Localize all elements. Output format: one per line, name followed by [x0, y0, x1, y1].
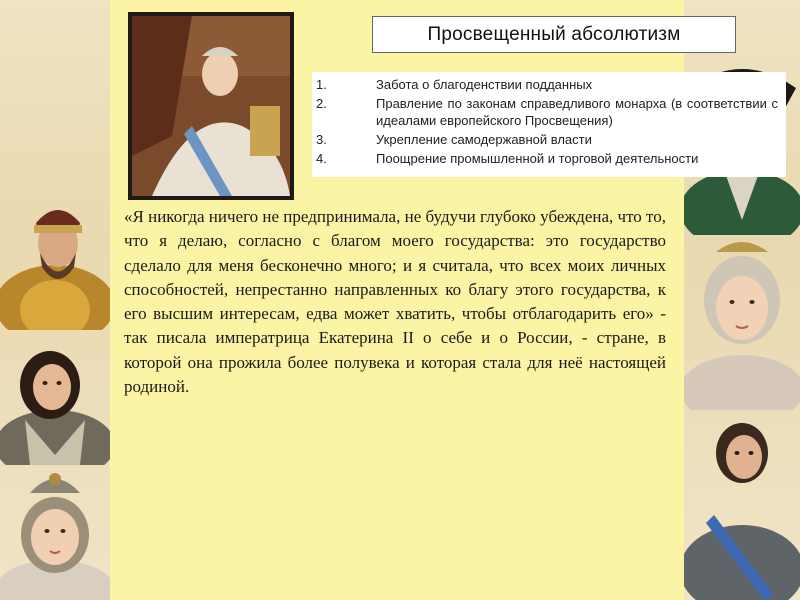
list-item-text: Поощрение промышленной и торговой деятельности [376, 151, 699, 166]
left-portrait-strip [0, 0, 110, 600]
empress-portrait-image [0, 465, 110, 600]
list-item-number: 2. [316, 96, 327, 111]
list-item [316, 76, 778, 95]
peter-armor-portrait-image [684, 405, 800, 600]
list-item-number: 4. [316, 151, 327, 166]
principles-list [312, 72, 786, 177]
peter-portrait-image [0, 325, 110, 465]
catherine-painting-image [128, 12, 294, 200]
list-item-number: 1. [316, 77, 327, 92]
catherine-quote: «Я никогда ничего не предпринимала, не будучи глубоко убеждена, что то, что я делаю, согласно с благом моего государства: это государство сделало для меня бесконечно много; и я считала, что всех моих личных способностей, непрестанно направленных ко благу этого государства, к его высшим интересам, едва может хватить, чтобы отблагодарить его» - так писала императрица Екатерина II о себе и о России, - стране, в которой она прожила более полувека и которая стала для неё настоящей родиной. [124, 207, 666, 397]
list-item-text: Правление по законам справедливого монарха (в соответствии с идеалами европейского Просвещения) [376, 96, 778, 128]
catherine-portrait-image [684, 230, 800, 410]
list-item-text: Укрепление самодержавной власти [376, 132, 592, 147]
slide-title: Просвещенный абсолютизм [372, 16, 736, 53]
list-item [316, 95, 778, 131]
list-item-number: 3. [316, 132, 327, 147]
list-item [316, 150, 778, 169]
list-item [316, 131, 778, 150]
tsar-portrait-image [0, 195, 110, 330]
list-item-text: Забота о благоденствии подданных [376, 77, 593, 92]
